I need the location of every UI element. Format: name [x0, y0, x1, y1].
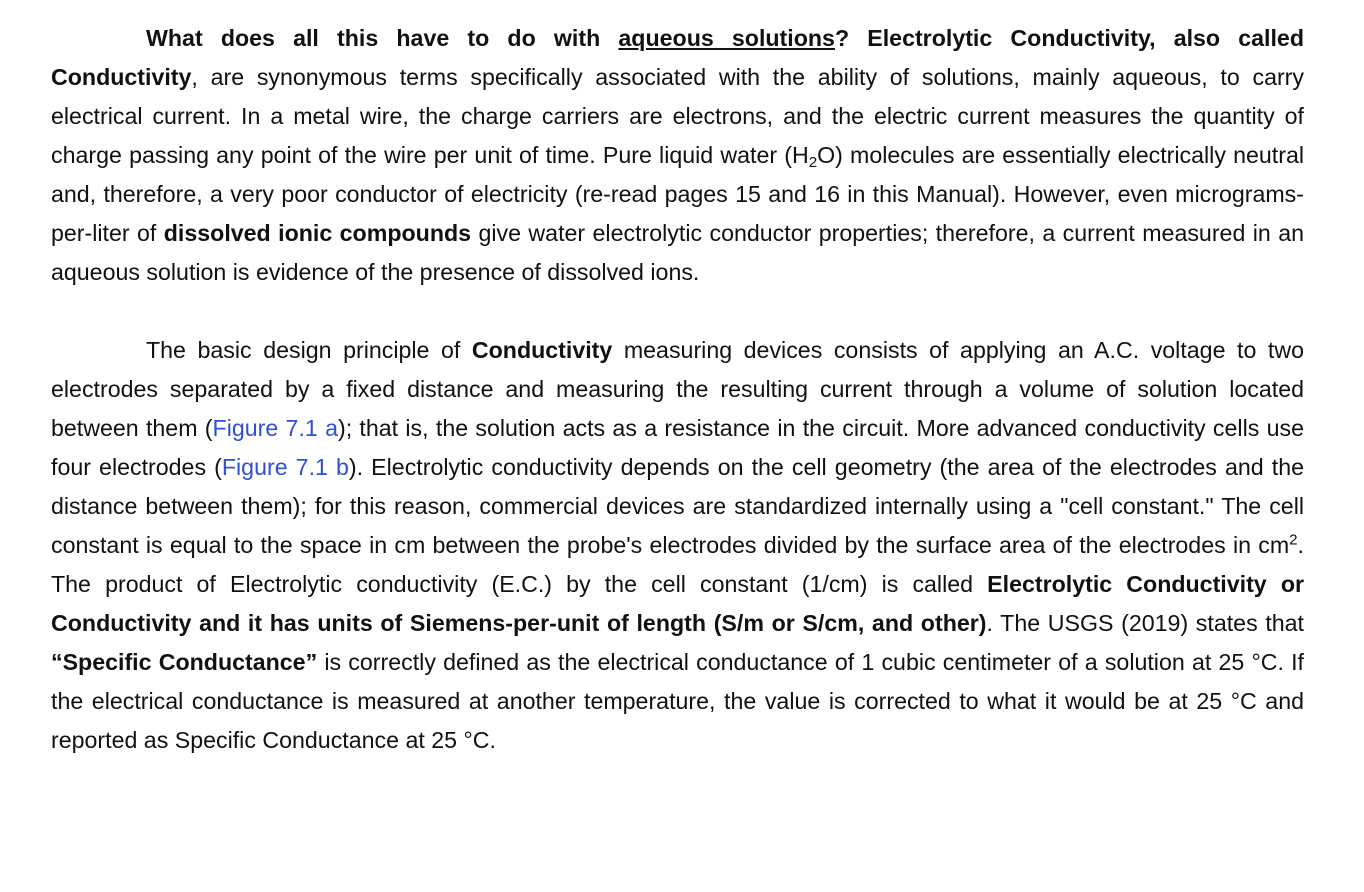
paragraph2-text-c: ); that is, the solution acts as a resistance in the circuit. More advanced conductivity cells use four electrodes (: [51, 415, 1304, 480]
paragraph1-text-a: , are synonymous terms specifically associated with the ability of solutions, mainly aqueous, to carry electrical current. In a metal wire, the charge carriers are electrons, and the electric current measures the quantity of charge passing any point of the wire per unit of time. Pure liquid water (H: [51, 64, 1304, 168]
figure-7-1-b-link[interactable]: Figure 7.1 b: [221, 454, 349, 480]
paragraph2-text-f: . The USGS (2019) states that: [986, 610, 1304, 636]
paragraph2-text-g: is correctly defined as the electrical conductance of 1 cubic centimeter of a solution at 25 °C. If the electrical conductance is measured at another temperature, the value is corrected to what it would be at 25 °C and reported as Specific Conductance at 25 °C.: [51, 649, 1304, 753]
aqueous-solutions-underlined: aqueous solutions: [618, 25, 835, 51]
paragraph2-text-d: ). Electrolytic conductivity depends on the cell geometry (the area of the electrodes and the distance between them); for this reason, commercial devices are standardized internally using a "cell constant." The cell constant is equal to the space in cm between the probe's electrodes divided by the surface area of the electrodes in cm: [51, 454, 1304, 558]
conductivity-bold-heading: ? Electrolytic Conductivity, also called Conductivity: [51, 25, 1304, 90]
dissolved-ionic-compounds-bold: dissolved ionic compounds: [163, 220, 472, 246]
specific-conductance-bold: “Specific Conductance”: [51, 649, 318, 675]
conductivity-bold: Conductivity: [471, 337, 613, 363]
paragraph2-text-a: The basic design principle of: [146, 337, 472, 363]
paragraph2-text-e: . The product of Electrolytic conductivity (E.C.) by the cell constant (1/cm) is called: [51, 532, 1304, 597]
lead-bold-text: What does all this have to do with: [146, 25, 619, 51]
cm-squared-superscript: 2: [1289, 531, 1298, 549]
electrolytic-conductivity-units-bold: Electrolytic Conductivity or Conductivity and it has units of Siemens-per-unit of length (S/m or S/cm, and other): [51, 571, 1305, 636]
paragraph1-text-c: give water electrolytic conductor properties; therefore, a current measured in an aqueous solution is evidence of the presence of dissolved ions.: [51, 220, 1305, 285]
h2o-subscript: 2: [808, 153, 818, 171]
paragraph2-text-b: measuring devices consists of applying an A.C. voltage to two electrodes separated by a fixed distance and measuring the resulting current through a volume of solution located between them (: [51, 337, 1304, 441]
paragraph-aqueous-solutions: [51, 19, 1304, 292]
paragraph1-text-b: O) molecules are essentially electrically neutral and, therefore, a very poor conductor of electricity (re-read pages 15 and 16 in this Manual). However, even micrograms-per-liter of: [51, 142, 1304, 246]
paragraph-design-principle: [51, 331, 1304, 760]
figure-7-1-a-link[interactable]: Figure 7.1 a: [212, 415, 338, 441]
